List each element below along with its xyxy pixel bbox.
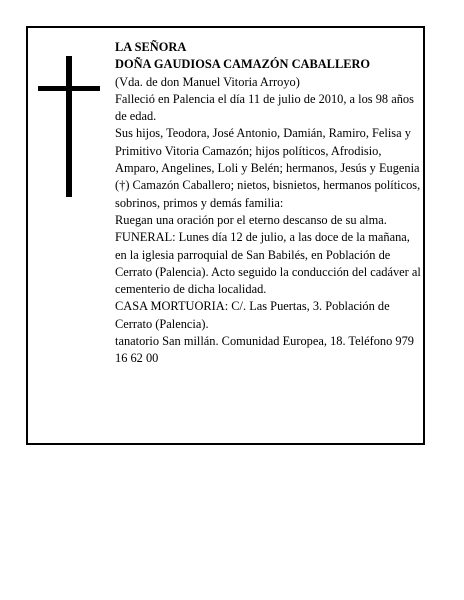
mortuary-paragraph: CASA MORTUORIA: C/. Las Puertas, 3. Población de Cerrato (Palencia). [115,299,390,331]
obituary-text [115,39,423,368]
cross-icon-vertical-bar [66,56,72,197]
widow-line: (Vda. de don Manuel Vitoria Arroyo) [115,74,300,89]
family-paragraph: Sus hijos, Teodora, José Antonio, Damián, Ramiro, Felisa y Primitivo Vitoria Camazón; hijos políticos, Afrodisio, Amparo, Angelines, Loli y Belén; hermanos, Jesús y Eugenia (†) Camazón Caballero; nietos, bisnietos, hermanos políticos, sobrinos, primos y demás familia: [115,126,421,210]
tanatorio-paragraph: tanatorio San millán. Comunidad Europea, 18. Teléfono 979 16 62 00 [115,334,414,366]
death-paragraph: Falleció en Palencia el día 11 de julio de 2010, a los 98 años de edad. [115,91,414,124]
prayer-line: Ruegan una oración por el eterno descanso de su alma. [115,212,387,227]
cross-icon-horizontal-bar [38,86,100,91]
deceased-name: DOÑA GAUDIOSA CAMAZÓN CABALLERO [115,57,371,72]
notice-heading-title: LA SEÑORA [115,40,187,54]
funeral-paragraph: FUNERAL: Lunes día 12 de julio, a las doce de la mañana, en la iglesia parroquial de San Babilés, en Población de Cerrato (Palencia). Acto seguido la conducción del cadáver al cementerio de dicha localidad. [115,230,421,297]
obituary-notice-frame [26,26,425,445]
